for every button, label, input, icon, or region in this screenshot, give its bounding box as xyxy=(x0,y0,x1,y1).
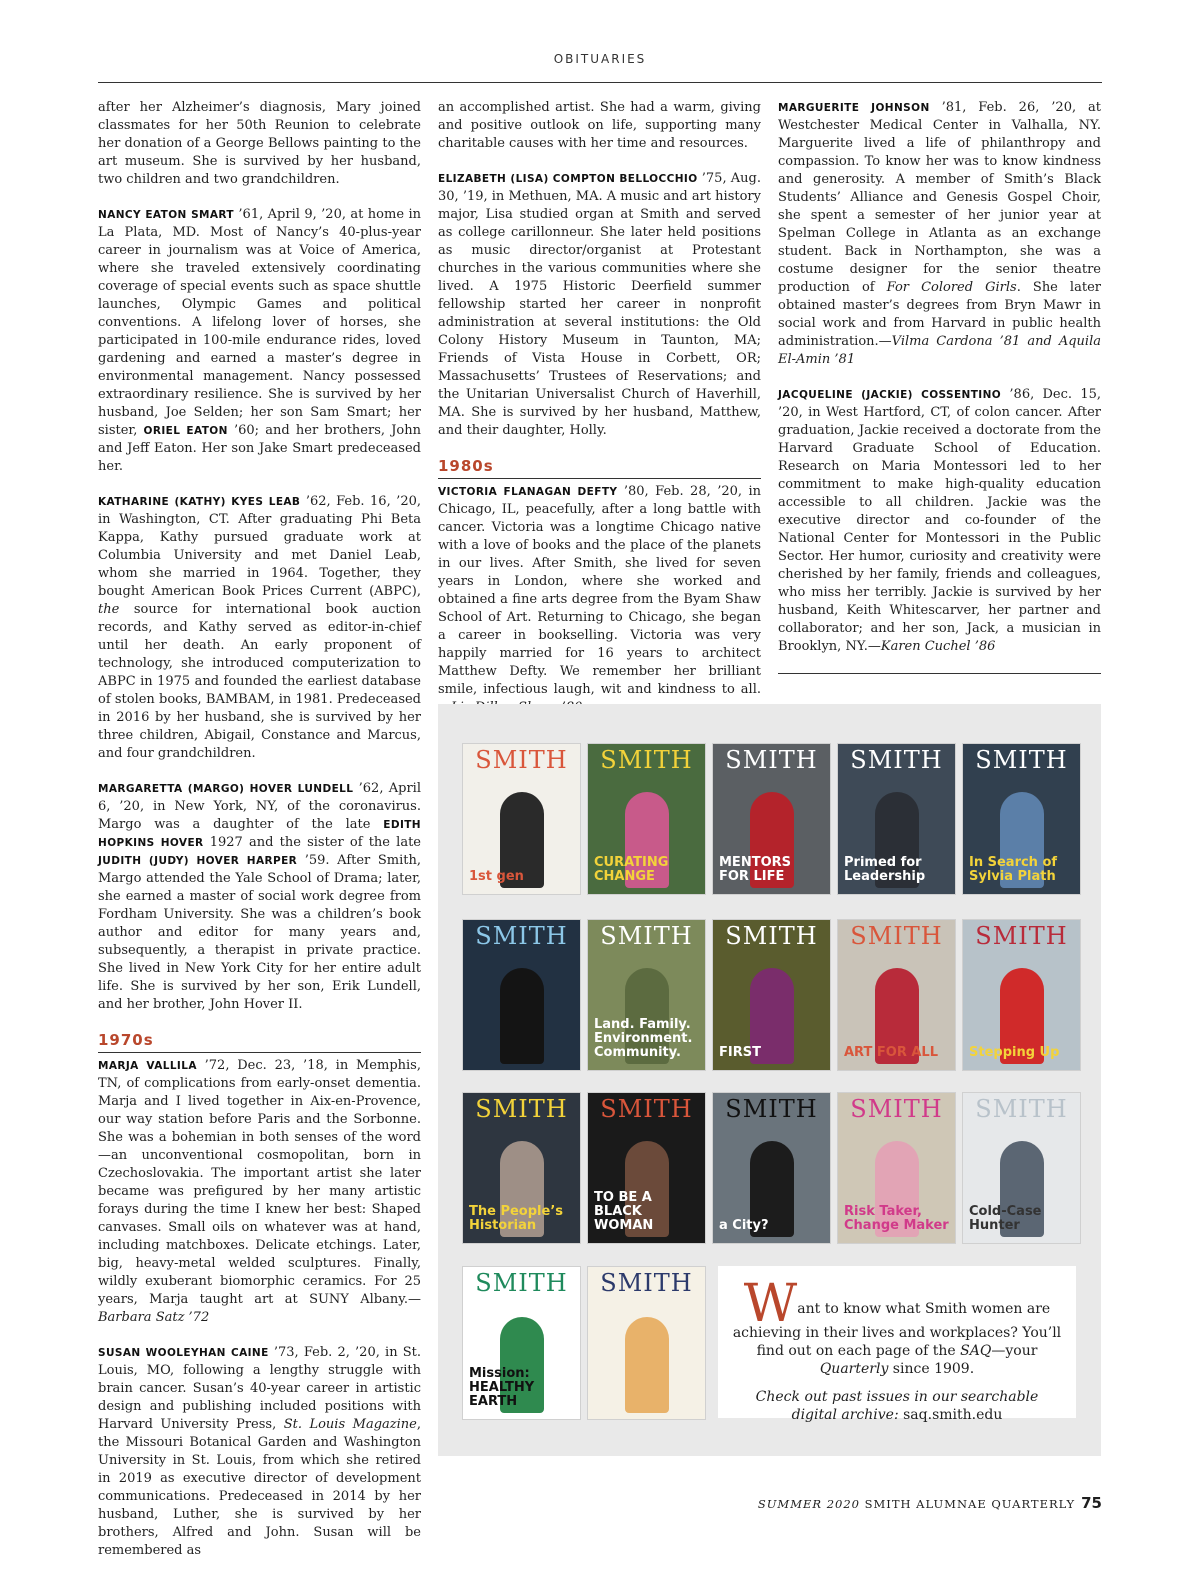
cover-masthead: SMITH xyxy=(600,746,693,774)
magazine-cover xyxy=(712,1092,831,1244)
signature: Karen Cuchel ’86 xyxy=(880,639,996,654)
magazine-cover xyxy=(712,743,831,895)
obit-name: JACQUELINE (JACKIE) COSSENTINO xyxy=(778,389,1002,401)
promo-text-box xyxy=(718,1266,1076,1423)
column-3 xyxy=(778,99,1101,674)
footer-issue: SUMMER 2020 xyxy=(757,1497,860,1511)
cover-headline: The People’s Historian xyxy=(469,1204,563,1233)
section-label: OBITUARIES xyxy=(553,52,647,66)
cover-figure xyxy=(500,968,544,1064)
cover-masthead: SMITH xyxy=(850,746,943,774)
page-footer xyxy=(758,1494,1102,1512)
cover-headline: TO BE A BLACK WOMAN xyxy=(594,1190,654,1233)
decade-heading-1970s: 1970s xyxy=(98,1031,421,1053)
obit-lundell: MARGARETTA (MARGO) HOVER LUNDELL ’62, April 6, ’20, in New York, NY, of the coronavirus. Margo was a daughter of the late EDITH HOPKINS HOVER 1927 and the sister of the late JUDITH (JUDY) HOVER HARPER ’59. After Smith, Margo attended the Yale School of Drama; later, she earned a master of social work degree from Fordham University. She was a children’s book author and editor for many years and, subsequently, a therapist in private practice. She lived in New York City for her entire adult life. She is survived by her son, Erik Lundell, and her brother, John Hover II. xyxy=(98,781,421,1012)
cover-masthead: SMITH xyxy=(725,1095,818,1123)
cover-masthead: SMITH xyxy=(600,1269,693,1297)
cover-masthead: SMITH xyxy=(850,1095,943,1123)
obit-defty: VICTORIA FLANAGAN DEFTY ’80, Feb. 28, ’20, in Chicago, IL, peacefully, after a long battle with cancer. Victoria was a longtime Chicago native with a love of books and the place of the planets in our lives. After Smith, she lived for seven years in London, where she worked and obtained a fine arts degree from the Byam Shaw School of Art. Returning to Chicago, she began a career in bookselling. Victoria was very happily married for 16 years to architect Matthew Defty. We remember her brilliant smile, infectious laugh, wit and kindness to all. xyxy=(438,483,761,717)
column-end-rule xyxy=(778,673,1101,674)
magazine-cover xyxy=(837,743,956,895)
magazine-cover xyxy=(587,1266,706,1420)
drop-cap: W xyxy=(743,1274,798,1334)
obit-caine: SUSAN WOOLEYHAN CAINE ’73, Feb. 2, ’20, in St. Louis, MO, following a lengthy struggle with brain cancer. Susan’s 40-year career in artistic design and publishing included positions with Harvard University Press, St. Louis Magazine, the Missouri Botanical Garden and Washington University in St. Louis, from which she retired in 2019 as executive director of development communications. Predeceased in 2014 by her husband, Luther, she is survived by her brothers, Alfred and John. Susan will be remembered as xyxy=(98,1345,422,1558)
obit-name: MARGARETTA (MARGO) HOVER LUNDELL xyxy=(98,783,354,795)
column-2 xyxy=(438,99,761,734)
magazine-cover xyxy=(962,919,1081,1071)
magazine-cover xyxy=(462,919,581,1071)
obit-leab: KATHARINE (KATHY) KYES LEAB ’62, Feb. 16, ’20, in Washington, CT. After graduating Phi Beta Kappa, Kathy pursued graduate work at Columbia University and met Daniel Leab, whom she married in 1964. Together, they bought American Book Prices Current (ABPC), the source for international book auction records, and Kathy served as editor-in-chief until her death. An early proponent of technology, she introduced computerization to ABPC in 1975 and founded the earliest database of stolen books, BAMBAM, in 1981. Predeceased in 2016 by her husband, she is survived by her three children, Abigail, Constance and Marcus, and four grandchildren. xyxy=(98,494,421,761)
alumna-name: JUDITH (JUDY) HOVER HARPER xyxy=(98,855,298,867)
alumna-name: ORIEL EATON xyxy=(143,425,228,437)
cover-masthead: SMITH xyxy=(850,922,943,950)
cover-figure xyxy=(625,1317,669,1413)
magazine-cover xyxy=(962,743,1081,895)
archive-link[interactable]: saq.smith.edu xyxy=(903,1407,1003,1423)
promo-message: Want to know what Smith women are achieving in their lives and workplaces? You’ll find out on each page of the SAQ—your Quarterly since 1909. xyxy=(732,1274,1062,1377)
cover-masthead: SMITH xyxy=(725,746,818,774)
cover-masthead: SMITH xyxy=(475,922,568,950)
obit-cossentino: JACQUELINE (JACKIE) COSSENTINO ’86, Dec. 15, ’20, in West Hartford, CT, of colon cancer. After graduation, Jackie received a doctorate from the Harvard Graduate School of Education. Research on Maria Montessori led to her commitment to make high-quality education accessible to all children. Jackie was the executive director and co-founder of the National Center for Montessori in the Public Sector. Her humor, curiosity and creativity were cherished by her family, friends and colleagues, who miss her terribly. Jackie is survived by her husband, Keith Whitescarver, her partner and collaborator; and her son, Jack, a musician in Brooklyn, NY.—Karen Cuchel ’86 xyxy=(778,387,1101,654)
cover-headline: Mission: HEALTHY EARTH xyxy=(469,1366,535,1409)
archive-message: Check out past issues in our searchable digital archive: saq.smith.edu xyxy=(755,1389,1039,1423)
obit-name: VICTORIA FLANAGAN DEFTY xyxy=(438,486,618,498)
magazine-cover xyxy=(962,1092,1081,1244)
cover-headline: Risk Taker, Change Maker xyxy=(844,1204,949,1233)
decade-heading-1980s: 1980s xyxy=(438,457,761,479)
obit-continuation: an accomplished artist. She had a warm, giving and positive outlook on life, supporting many charitable causes with her time and resources. xyxy=(438,100,761,151)
obit-name: SUSAN WOOLEYHAN CAINE xyxy=(98,1347,269,1359)
cover-masthead: SMITH xyxy=(975,746,1068,774)
cover-headline: Primed for Leadership xyxy=(844,855,926,884)
magazine-cover xyxy=(462,1092,581,1244)
column-1 xyxy=(98,99,421,1577)
signature: Vilma Cardona ’81 and Aquila El-Amin ’81 xyxy=(778,334,1101,367)
cover-headline: a City? xyxy=(719,1218,769,1233)
magazine-cover xyxy=(587,743,706,895)
obit-bellocchio: ELIZABETH (LISA) COMPTON BELLOCCHIO ’75, Aug. 30, ’19, in Methuen, MA. A music and art history major, Lisa studied organ at Smith and served as college carillonneur. She later held positions as music director/organist at Protestant churches in the various communities where she lived. A 1975 Historic Deerfield summer fellowship started her career in nonprofit administration at several institutions: the Old Colony History Museum in Taunton, MA; Friends of Vista House in Corbett, OR; Massachusetts’ Trustees of Reservations; and the Unitarian Universalist Church of Haverhill, MA. She is survived by her husband, Matthew, and their daughter, Holly. xyxy=(438,171,762,438)
cover-masthead: SMITH xyxy=(475,1095,568,1123)
cover-headline: FIRST xyxy=(719,1045,761,1060)
magazine-cover xyxy=(837,1092,956,1244)
signature: Barbara Satz ’72 xyxy=(98,1310,210,1325)
obit-name: ELIZABETH (LISA) COMPTON BELLOCCHIO xyxy=(438,173,698,185)
footer-magazine: SMITH ALUMNAE QUARTERLY xyxy=(864,1497,1076,1511)
cover-headline: In Search of Sylvia Plath xyxy=(969,855,1058,884)
obit-name: NANCY EATON SMART xyxy=(98,209,234,221)
cover-masthead: SMITH xyxy=(600,1095,693,1123)
page-number: 75 xyxy=(1081,1494,1102,1512)
obit-name: MARGUERITE JOHNSON xyxy=(778,102,930,114)
magazine-cover xyxy=(837,919,956,1071)
magazine-cover xyxy=(587,1092,706,1244)
magazine-cover xyxy=(587,919,706,1071)
alumna-name: EDITH HOPKINS HOVER xyxy=(98,819,421,849)
cover-headline: Cold-Case Hunter xyxy=(969,1204,1042,1233)
cover-masthead: SMITH xyxy=(975,1095,1068,1123)
magazine-cover xyxy=(462,1266,581,1420)
obit-smart: NANCY EATON SMART ’61, April 9, ’20, at home in La Plata, MD. Most of Nancy’s 40-plus-year career in journalism was at Voice of America, where she traveled extensively coordinating coverage of special events such as space shuttle launches, Olympic Games and political conventions. A lifelong lover of horses, she participated in 100-mile endurance rides, loved gardening and earned a master’s degree in environmental management. Nancy possessed extraordinary resilience. She is survived by her husband, Joe Selden; her son Sam Smart; her sister, ORIEL EATON ’60; and her brothers, John and Jeff Eaton. Her son Jake Smart predeceased her. xyxy=(98,207,421,474)
cover-headline: ART FOR ALL xyxy=(844,1045,938,1060)
obit-continuation: after her Alzheimer’s diagnosis, Mary joined classmates for her 50th Reunion to celebrate her donation of a George Bellows painting to the art museum. She is survived by her husband, two children and two grandchildren. xyxy=(98,100,421,187)
cover-masthead: SMITH xyxy=(475,1269,568,1297)
obit-vallila: MARJA VALLILA ’72, Dec. 23, ’18, in Memphis, TN, of complications from early-onset dementia. Marja and I lived together in Aix-en-Provence, our way station before Paris and the Sorbonne. She was a bohemian in both senses of the word—an unconventional cosmopolitan, born in Czechoslovakia. The important artist she later became was prefigured by her many artistic forays during the time I knew her best: Shaped canvases. Small oils on whatever was at hand, including matchboxes. Delicate etchings. Later, big, heavy-metal welded sculptures. Finally, wildly exuberant biomorphic ceramics. For 25 years, Marja taught art at SUNY Albany.—Barbara Satz ’72 xyxy=(98,1058,421,1325)
cover-headline: MENTORS FOR LIFE xyxy=(719,855,791,884)
cover-masthead: SMITH xyxy=(975,922,1068,950)
obit-name: MARJA VALLILA xyxy=(98,1060,197,1072)
obit-name: KATHARINE (KATHY) KYES LEAB xyxy=(98,496,301,508)
magazine-cover xyxy=(712,919,831,1071)
cover-masthead: SMITH xyxy=(475,746,568,774)
magazine-cover xyxy=(462,743,581,895)
cover-masthead: SMITH xyxy=(600,922,693,950)
cover-headline: Stepping Up xyxy=(969,1045,1060,1060)
cover-masthead: SMITH xyxy=(725,922,818,950)
cover-headline: 1st gen xyxy=(469,869,524,884)
cover-headline: CURATING CHANGE xyxy=(594,855,669,884)
cover-headline: Land. Family. Environment. Community. xyxy=(594,1017,693,1060)
top-rule xyxy=(98,82,1102,83)
obit-johnson: MARGUERITE JOHNSON ’81, Feb. 26, ’20, at Westchester Medical Center in Valhalla, NY. Marguerite lived a life of philanthropy and compassion. To know her was to know kindness and generosity. A member of Smith’s Black Students’ Alliance and Genesis Gospel Choir, she spent a semester of her junior year at Spelman College in Atlanta as an exchange student. Back in Northampton, she was a costume designer for the senior theatre production of For Colored Girls. She later obtained master’s degrees from Bryn Mawr in social work and from Harvard in public health administration.—Vilma Cardona ’81 and Aquila El-Amin ’81 xyxy=(778,100,1101,367)
